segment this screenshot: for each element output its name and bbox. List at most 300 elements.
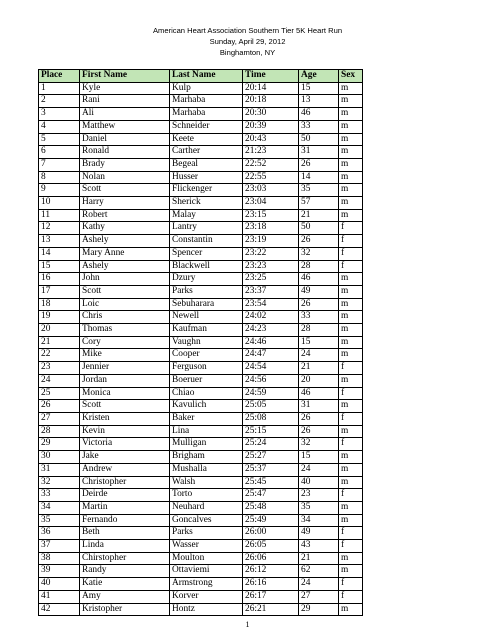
table-row [39,412,363,425]
table-row [39,501,363,514]
cell-first-name: John [80,273,170,286]
cell-last-name: Torto [170,489,243,502]
cell-sex: f [339,578,363,591]
cell-time: 21:23 [243,146,299,159]
event-date: Sunday, April 29, 2012 [209,37,286,46]
cell-time: 25:08 [243,412,299,425]
page-number: 1 [245,620,250,629]
cell-time: 24:59 [243,387,299,400]
column-header-first-name: First Name [80,70,170,83]
cell-first-name: Jordan [80,374,170,387]
table-row [39,95,363,108]
cell-first-name: Chris [80,311,170,324]
event-title: American Heart Association Southern Tier 5K Heart Run [152,26,343,35]
table-row [39,540,363,553]
cell-place: 3 [39,108,80,121]
table-row [39,133,363,146]
table-row [39,197,363,210]
cell-place: 16 [39,273,80,286]
table-row [39,387,363,400]
cell-place: 26 [39,400,80,413]
table-row [39,158,363,171]
cell-place: 7 [39,158,80,171]
cell-place: 34 [39,501,80,514]
cell-age: 57 [299,197,339,210]
cell-age: 46 [299,108,339,121]
column-header-place: Place [39,70,80,83]
cell-first-name: Martin [80,501,170,514]
cell-age: 34 [299,514,339,527]
cell-time: 20:18 [243,95,299,108]
cell-sex: m [339,374,363,387]
cell-age: 46 [299,273,339,286]
table-row [39,108,363,121]
cell-last-name: Parks [170,285,243,298]
cell-sex: m [339,171,363,184]
cell-place: 23 [39,362,80,375]
cell-place: 41 [39,590,80,603]
cell-age: 49 [299,527,339,540]
cell-age: 28 [299,324,339,337]
cell-place: 5 [39,133,80,146]
cell-sex: m [339,400,363,413]
cell-first-name: Mary Anne [80,247,170,260]
table-row [39,171,363,184]
cell-first-name: Chirstopher [80,552,170,565]
cell-sex: m [339,311,363,324]
cell-place: 39 [39,565,80,578]
cell-last-name: Wasser [170,540,243,553]
cell-time: 24:54 [243,362,299,375]
cell-last-name: Baker [170,412,243,425]
cell-last-name: Kulp [170,82,243,95]
cell-age: 35 [299,184,339,197]
cell-sex: m [339,209,363,222]
table-row [39,235,363,248]
cell-first-name: Katie [80,578,170,591]
cell-sex: f [339,438,363,451]
cell-place: 27 [39,412,80,425]
cell-first-name: Deirde [80,489,170,502]
cell-time: 25:15 [243,425,299,438]
cell-place: 11 [39,209,80,222]
cell-age: 23 [299,489,339,502]
cell-last-name: Ferguson [170,362,243,375]
table-row [39,425,363,438]
cell-first-name: Brady [80,158,170,171]
table-header-row [39,70,363,83]
cell-first-name: Scott [80,285,170,298]
table-row [39,285,363,298]
cell-place: 12 [39,222,80,235]
cell-last-name: Parks [170,527,243,540]
cell-sex: f [339,260,363,273]
cell-last-name: Schneider [170,120,243,133]
cell-age: 32 [299,247,339,260]
table-row [39,260,363,273]
table-row [39,489,363,502]
cell-first-name: Loic [80,298,170,311]
cell-age: 21 [299,362,339,375]
column-header-sex: Sex [339,70,363,83]
cell-place: 29 [39,438,80,451]
table-row [39,463,363,476]
cell-place: 6 [39,146,80,159]
cell-sex: m [339,146,363,159]
cell-time: 25:45 [243,476,299,489]
cell-last-name: Spencer [170,247,243,260]
cell-time: 25:47 [243,489,299,502]
cell-sex: m [339,120,363,133]
cell-last-name: Mushalla [170,463,243,476]
cell-age: 31 [299,146,339,159]
cell-sex: m [339,603,363,616]
results-body [39,82,363,616]
cell-time: 26:16 [243,578,299,591]
column-header-time: Time [243,70,299,83]
cell-age: 31 [299,400,339,413]
cell-last-name: Boeruer [170,374,243,387]
cell-last-name: Brigham [170,451,243,464]
cell-age: 21 [299,209,339,222]
cell-place: 1 [39,82,80,95]
cell-place: 10 [39,197,80,210]
cell-place: 17 [39,285,80,298]
cell-last-name: Hontz [170,603,243,616]
cell-age: 29 [299,603,339,616]
cell-sex: m [339,273,363,286]
cell-last-name: Flickenger [170,184,243,197]
cell-time: 20:14 [243,82,299,95]
cell-last-name: Marhaba [170,108,243,121]
cell-first-name: Christopher [80,476,170,489]
cell-time: 22:52 [243,158,299,171]
cell-age: 15 [299,82,339,95]
cell-last-name: Malay [170,209,243,222]
document-header [0,25,495,58]
cell-place: 15 [39,260,80,273]
table-row [39,374,363,387]
cell-first-name: Kyle [80,82,170,95]
cell-first-name: Ronald [80,146,170,159]
cell-place: 33 [39,489,80,502]
table-row [39,298,363,311]
cell-sex: f [339,412,363,425]
table-row [39,476,363,489]
cell-first-name: Andrew [80,463,170,476]
table-row [39,438,363,451]
cell-first-name: Thomas [80,324,170,337]
cell-place: 2 [39,95,80,108]
table-row [39,247,363,260]
cell-first-name: Amy [80,590,170,603]
cell-first-name: Monica [80,387,170,400]
table-row [39,603,363,616]
table-row [39,362,363,375]
cell-place: 18 [39,298,80,311]
cell-sex: m [339,349,363,362]
cell-last-name: Goncalves [170,514,243,527]
table-row [39,565,363,578]
table-row [39,209,363,222]
cell-time: 26:21 [243,603,299,616]
cell-first-name: Kevin [80,425,170,438]
cell-age: 26 [299,158,339,171]
cell-first-name: Cory [80,336,170,349]
cell-age: 24 [299,578,339,591]
cell-time: 23:19 [243,235,299,248]
cell-first-name: Matthew [80,120,170,133]
cell-age: 24 [299,463,339,476]
cell-place: 32 [39,476,80,489]
cell-age: 62 [299,565,339,578]
cell-age: 32 [299,438,339,451]
cell-last-name: Carther [170,146,243,159]
table-row [39,311,363,324]
cell-first-name: Victoria [80,438,170,451]
cell-last-name: Constantin [170,235,243,248]
table-row [39,324,363,337]
cell-first-name: Mike [80,349,170,362]
cell-sex: f [339,590,363,603]
cell-sex: f [339,527,363,540]
cell-place: 4 [39,120,80,133]
cell-age: 28 [299,260,339,273]
cell-place: 28 [39,425,80,438]
cell-age: 15 [299,451,339,464]
cell-age: 33 [299,120,339,133]
cell-time: 23:04 [243,197,299,210]
table-row [39,82,363,95]
cell-age: 15 [299,336,339,349]
cell-last-name: Keete [170,133,243,146]
cell-sex: m [339,463,363,476]
cell-time: 25:48 [243,501,299,514]
cell-sex: m [339,336,363,349]
cell-sex: m [339,324,363,337]
cell-age: 49 [299,285,339,298]
cell-sex: m [339,501,363,514]
cell-place: 25 [39,387,80,400]
cell-age: 40 [299,476,339,489]
cell-sex: f [339,222,363,235]
cell-place: 14 [39,247,80,260]
cell-first-name: Kathy [80,222,170,235]
table-row [39,349,363,362]
table-row [39,120,363,133]
table-row [39,451,363,464]
event-location: Binghamton, NY [219,48,276,57]
cell-time: 23:22 [243,247,299,260]
table-row [39,184,363,197]
column-header-last-name: Last Name [170,70,243,83]
cell-last-name: Marhaba [170,95,243,108]
cell-time: 26:00 [243,527,299,540]
cell-sex: m [339,95,363,108]
table-row [39,590,363,603]
cell-place: 31 [39,463,80,476]
cell-sex: m [339,565,363,578]
cell-sex: f [339,387,363,400]
cell-last-name: Armstrong [170,578,243,591]
cell-first-name: Kristopher [80,603,170,616]
cell-sex: m [339,514,363,527]
cell-sex: m [339,285,363,298]
cell-time: 26:17 [243,590,299,603]
cell-age: 13 [299,95,339,108]
cell-time: 26:05 [243,540,299,553]
cell-sex: f [339,489,363,502]
cell-time: 20:39 [243,120,299,133]
cell-first-name: Scott [80,400,170,413]
cell-age: 26 [299,425,339,438]
cell-age: 33 [299,311,339,324]
table-row [39,527,363,540]
cell-age: 46 [299,387,339,400]
cell-time: 23:03 [243,184,299,197]
cell-last-name: Vaughn [170,336,243,349]
cell-first-name: Ali [80,108,170,121]
cell-place: 42 [39,603,80,616]
table-row [39,514,363,527]
cell-time: 23:23 [243,260,299,273]
cell-place: 22 [39,349,80,362]
cell-age: 50 [299,133,339,146]
cell-first-name: Daniel [80,133,170,146]
cell-time: 24:46 [243,336,299,349]
cell-last-name: Moulton [170,552,243,565]
cell-place: 24 [39,374,80,387]
column-header-age: Age [299,70,339,83]
cell-time: 23:18 [243,222,299,235]
cell-place: 40 [39,578,80,591]
cell-place: 21 [39,336,80,349]
cell-sex: m [339,158,363,171]
cell-time: 20:43 [243,133,299,146]
cell-first-name: Beth [80,527,170,540]
cell-age: 21 [299,552,339,565]
cell-time: 22:55 [243,171,299,184]
cell-last-name: Lantry [170,222,243,235]
cell-first-name: Jake [80,451,170,464]
cell-age: 26 [299,412,339,425]
cell-last-name: Cooper [170,349,243,362]
cell-last-name: Mulligan [170,438,243,451]
cell-sex: f [339,540,363,553]
cell-time: 23:25 [243,273,299,286]
cell-sex: m [339,184,363,197]
cell-last-name: Chiao [170,387,243,400]
cell-age: 20 [299,374,339,387]
cell-first-name: Linda [80,540,170,553]
cell-first-name: Randy [80,565,170,578]
cell-age: 27 [299,590,339,603]
cell-last-name: Sebuharara [170,298,243,311]
cell-first-name: Nolan [80,171,170,184]
cell-age: 50 [299,222,339,235]
cell-age: 14 [299,171,339,184]
cell-sex: m [339,552,363,565]
cell-last-name: Begeal [170,158,243,171]
cell-last-name: Sherick [170,197,243,210]
cell-last-name: Neuhard [170,501,243,514]
cell-time: 24:23 [243,324,299,337]
cell-last-name: Ottaviemi [170,565,243,578]
cell-last-name: Lina [170,425,243,438]
cell-time: 25:24 [243,438,299,451]
cell-sex: f [339,362,363,375]
cell-first-name: Rani [80,95,170,108]
cell-first-name: Fernando [80,514,170,527]
cell-time: 26:06 [243,552,299,565]
cell-time: 23:15 [243,209,299,222]
cell-age: 26 [299,298,339,311]
cell-time: 26:12 [243,565,299,578]
cell-sex: m [339,82,363,95]
cell-place: 13 [39,235,80,248]
cell-first-name: Ashely [80,260,170,273]
cell-first-name: Jennier [80,362,170,375]
cell-first-name: Robert [80,209,170,222]
cell-last-name: Blackwell [170,260,243,273]
cell-first-name: Harry [80,197,170,210]
cell-sex: f [339,247,363,260]
cell-sex: m [339,133,363,146]
cell-age: 26 [299,235,339,248]
cell-time: 25:05 [243,400,299,413]
cell-first-name: Scott [80,184,170,197]
table-row [39,222,363,235]
table-row [39,146,363,159]
cell-place: 36 [39,527,80,540]
cell-sex: f [339,235,363,248]
cell-place: 19 [39,311,80,324]
cell-first-name: Kristen [80,412,170,425]
cell-time: 25:27 [243,451,299,464]
cell-time: 23:37 [243,285,299,298]
table-row [39,336,363,349]
cell-last-name: Korver [170,590,243,603]
cell-time: 20:30 [243,108,299,121]
table-row [39,552,363,565]
cell-place: 38 [39,552,80,565]
cell-place: 8 [39,171,80,184]
table-row [39,578,363,591]
cell-age: 35 [299,501,339,514]
cell-time: 23:54 [243,298,299,311]
cell-last-name: Dzury [170,273,243,286]
cell-sex: m [339,476,363,489]
cell-time: 25:49 [243,514,299,527]
cell-place: 30 [39,451,80,464]
results-table [38,69,363,616]
table-row [39,400,363,413]
cell-first-name: Ashely [80,235,170,248]
cell-sex: m [339,298,363,311]
table-row [39,273,363,286]
cell-place: 9 [39,184,80,197]
cell-sex: m [339,425,363,438]
cell-place: 20 [39,324,80,337]
cell-time: 25:37 [243,463,299,476]
cell-last-name: Walsh [170,476,243,489]
cell-place: 35 [39,514,80,527]
cell-sex: m [339,451,363,464]
cell-time: 24:02 [243,311,299,324]
cell-age: 43 [299,540,339,553]
cell-last-name: Husser [170,171,243,184]
cell-place: 37 [39,540,80,553]
